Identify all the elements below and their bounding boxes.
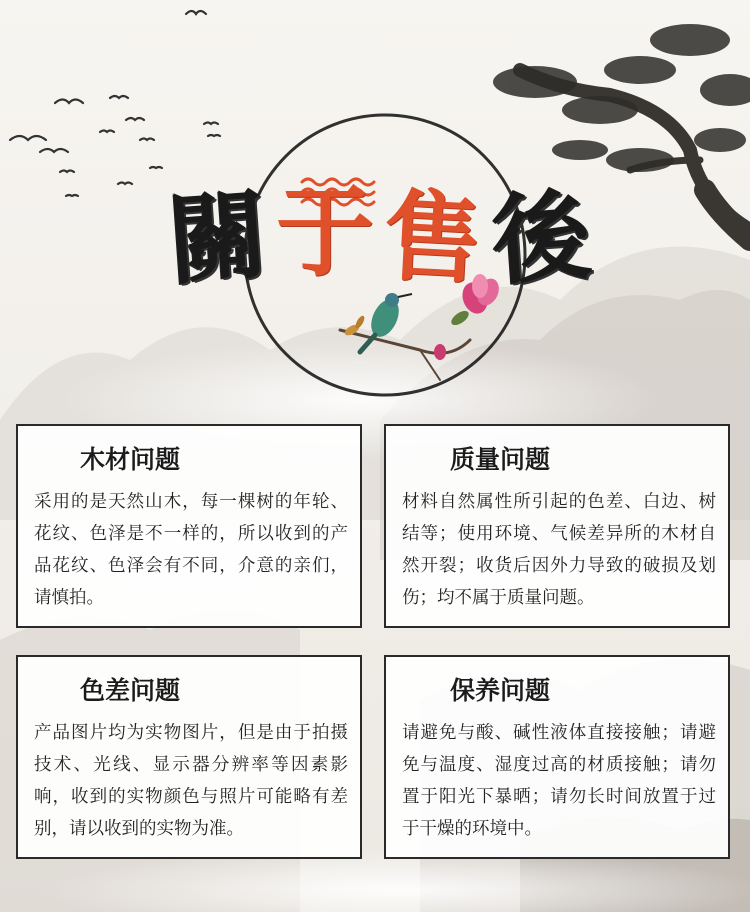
page-title bbox=[160, 165, 600, 299]
card-body: 采用的是天然山木，每一棵树的年轮、花纹、色泽是不一样的，所以收到的产品花纹、色泽会有不同，介意的亲们，请慎拍。 bbox=[34, 492, 348, 608]
card-title: 保养问题 bbox=[450, 676, 551, 705]
card-title: 色差问题 bbox=[80, 676, 181, 705]
card-wood-issue bbox=[16, 424, 362, 628]
title-char-2: 于 bbox=[275, 174, 376, 290]
card-body: 材料自然属性所引起的色差、白边、树结等；使用环境、气候差异所的木材自然开裂；收货后因外力导致的破损及划伤；均不属于质量问题。 bbox=[402, 492, 716, 608]
card-title: 质量问题 bbox=[450, 445, 551, 474]
card-body: 产品图片均为实物图片，但是由于拍摄技术、光线、显示器分辨率等因素影响，收到的实物颜色与照片可能略有差别，请以收到的实物为准。 bbox=[34, 723, 348, 839]
card-maintenance-issue bbox=[384, 655, 730, 859]
bird-on-branch-icon bbox=[340, 293, 470, 380]
title-char-1: 關 bbox=[164, 177, 273, 299]
card-color-issue bbox=[16, 655, 362, 859]
card-quality-issue bbox=[384, 424, 730, 628]
card-body: 请避免与酸、碱性液体直接接触；请避免与温度、湿度过高的材质接触；请勿置于阳光下暴晒；请勿长时间放置于过于干燥的环境中。 bbox=[402, 723, 716, 839]
card-title: 木材问题 bbox=[80, 445, 181, 474]
title-char-4: 後 bbox=[488, 177, 597, 299]
title-char-3: 售 bbox=[380, 177, 487, 299]
